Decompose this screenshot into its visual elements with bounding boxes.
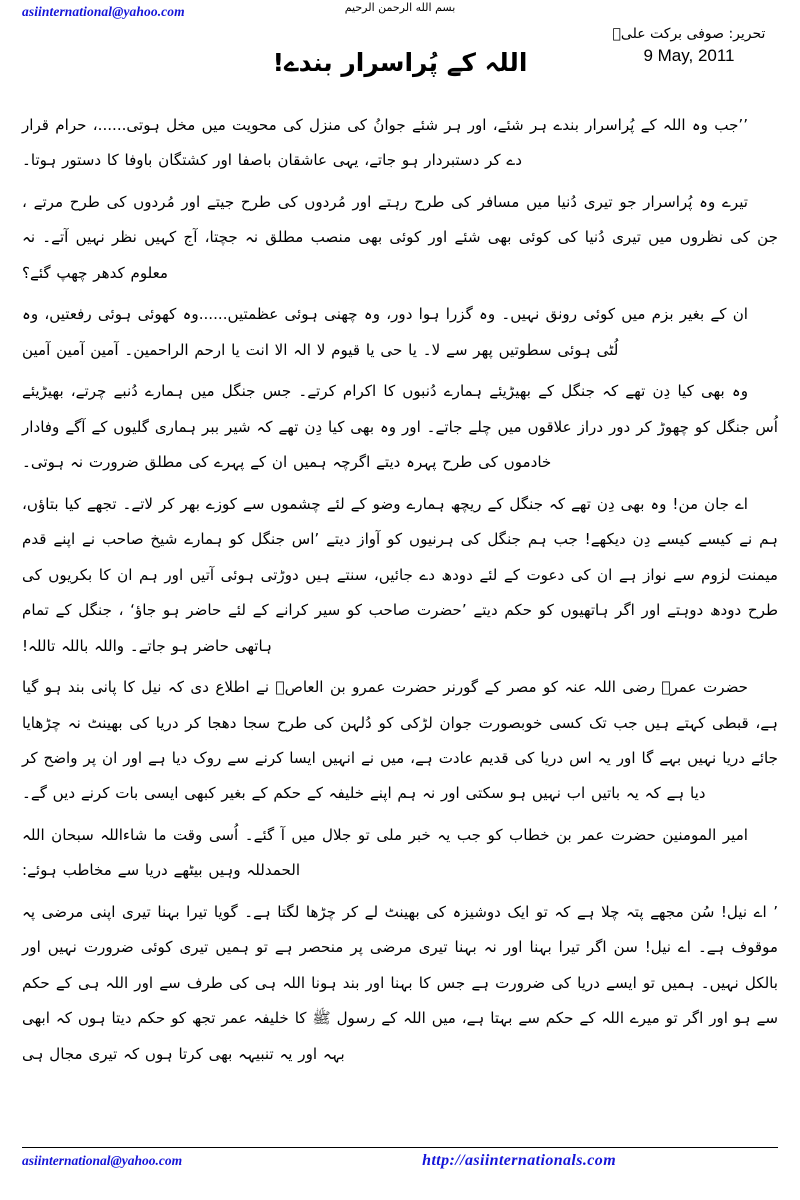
paragraph: تیرے وہ پُراسرار جو تیری دُنیا میں مسافر کی طرح رہتے اور مُردوں کی طرح جیتے اور مُردوں کی طرح مرتے ، جن کی نظروں میں تیری دُنیا کی کوئی بھی شئے اور کوئی بھی منصب مطلق نہ جچتا، آج کہیں نظر نہیں آتے۔ نہ معلوم کدھر چھپ گئے؟ (22, 192, 778, 282)
footer-divider (22, 1147, 778, 1148)
paragraph: وہ بھی کیا دِن تھے کہ جنگل کے بھیڑیئے ہمارے دُنبوں کا اکرام کرتے۔ جس جنگل میں ہمارے دُنبے چرتے، بھیڑیئے اُس جنگل کو چھوڑ کر دور دراز علاقوں میں چلے جاتے۔ اور وہ بھی کیا دِن تھے کہ شیر ببر ہماری گلیوں کے آگے وفادار خادموں کی طرح پہرہ دیتے اگرچہ ہمیں ان کے پہرے کی مطلق ضرورت نہ ہوتی۔ (22, 382, 778, 472)
byline-date: 9 May, 2011 (643, 45, 735, 65)
paragraph: ’’جب وہ اللہ کے پُراسرار بندے ہر شئے، اور ہر شئے جوانُ کی منزل کی محویت میں مخل ہوتی......، حرام قرار دے کر دستبردار ہو جاتے، یہی عاشقان باصفا اور کشتگان باوفا کا دستور ہوتا۔ (22, 116, 748, 170)
footer-email-link[interactable]: asiinternational@yahoo.com (22, 1153, 183, 1168)
bismillah-text: بسم الله الرحمن الرحيم (344, 1, 456, 14)
footer-row (22, 1152, 778, 1170)
paragraph: حضرت عمرؓ رضی اللہ عنہ کو مصر کے گورنر حضرت عمرو بن العاصؓ نے اطلاع دی کہ نیل کا پانی بند ہو گیا ہے، قبطی کہتے ہیں جب تک کسی خوبصورت جوان لڑکی کو دُلہن کی طرح سجا دھجا کر دریا کی بھینٹ نہ چڑھایا جائے دریا نہیں بہے گا اور یہ اس دریا کی قدیم عادت ہے، میں نے انہیں ایسا کرنے سے روک دیا ہے اور ان پر واضح کر دیا ہے کہ یہ باتیں اب نہیں ہو سکتی اور نہ ہم اپنے خلیفہ کے حکم کے بغیر کبھی ایسی بات کرنے دیں گے۔ (22, 678, 778, 803)
paragraph: ’ اے نیل! سُن مجھے پتہ چلا ہے کہ تو ایک دوشیزہ کی بھینٹ لے کر چڑھا لگتا ہے۔ گویا تیرا بہنا تیری اپنی مرضی پہ موقوف ہے۔ اے نیل! سن اگر تیرا بہنا اور نہ بہنا تیری مرضی پر منحصر ہے تو ہمیں تیری کوئی ضرورت نہیں اور بالکل نہیں۔ ہمیں تو ایسے دریا کی ضرورت ہے جس کا بہنا اور بند ہونا اللہ ہی کی طرف سے اور اللہ ہی کے حکم سے ہو اور اگر تو میرے اللہ کے حکم سے بہتا ہے، میں اللہ کے رسول ﷺ کا خلیفہ عمر تجھ کو حکم دیتا ہوں کہ ابھی بہہ اور یہ تنبیہہ بھی کرتا ہوں کہ تیری مجال ہی (22, 902, 778, 1063)
page-header (0, 0, 800, 100)
paragraph: امیر المومنین حضرت عمر بن خطاب کو جب یہ خبر ملی تو جلال میں آ گئے۔ اُسی وقت ما شاءاللہ سبحان اللہ الحمدللہ وہیں بیٹھے دریا سے مخاطب ہوئے: (22, 825, 748, 880)
article-body (22, 108, 778, 1072)
paragraph: اے جان من! وہ بھی دِن تھے کہ جنگل کے ریچھ ہمارے وضو کے لئے چشموں سے کوزے بھر کر لاتے۔ تجھے کیا بتاؤں، ہم نے کیسے کیسے دِن دیکھے! جب ہم جنگل کی ہرنیوں کو آواز دیتے ’اس جنگل کو ہمارے شیخ صاحب نے اپنے قدم میمنت لزوم سے نواز ہے ان کی دعوت کے لئے دودھ دے جائیں، سنتے ہیں دوڑتی ہوئی آتیں اور ہم ان کا بکریوں کی طرح دودھ دوہتے اور اگر ہاتھیوں کو حکم دیتے ’حضرت صاحب کو سیر کرانے کے لئے حاضر ہو جاؤ‘ ، جنگل کے تمام ہاتھی حاضر ہو جاتے۔ واللہ باللہ تاللہ! (22, 494, 778, 655)
byline-author: تحریر: صوفی برکت علیؒ (612, 26, 766, 42)
footer-website-link[interactable]: http://asiinternationals.com (422, 1152, 617, 1169)
page-title: اللہ کے پُراسرار بندے! (272, 48, 528, 77)
page-footer (0, 1147, 800, 1170)
paragraph: ان کے بغیر بزم میں کوئی رونق نہیں۔ وہ گزرا ہوا دور، وہ چھنی ہوئی عظمتیں......وہ کھوئی ہوئی رفعتیں، وہ لُٹی ہوئی سطوتیں پھر سے لا۔ یا حی یا قیوم لا الہ الا انت یا ارحم الراحمین۔ آمین آمین آمین (22, 305, 748, 359)
header-email-link[interactable]: asiinternational@yahoo.com (22, 4, 185, 19)
